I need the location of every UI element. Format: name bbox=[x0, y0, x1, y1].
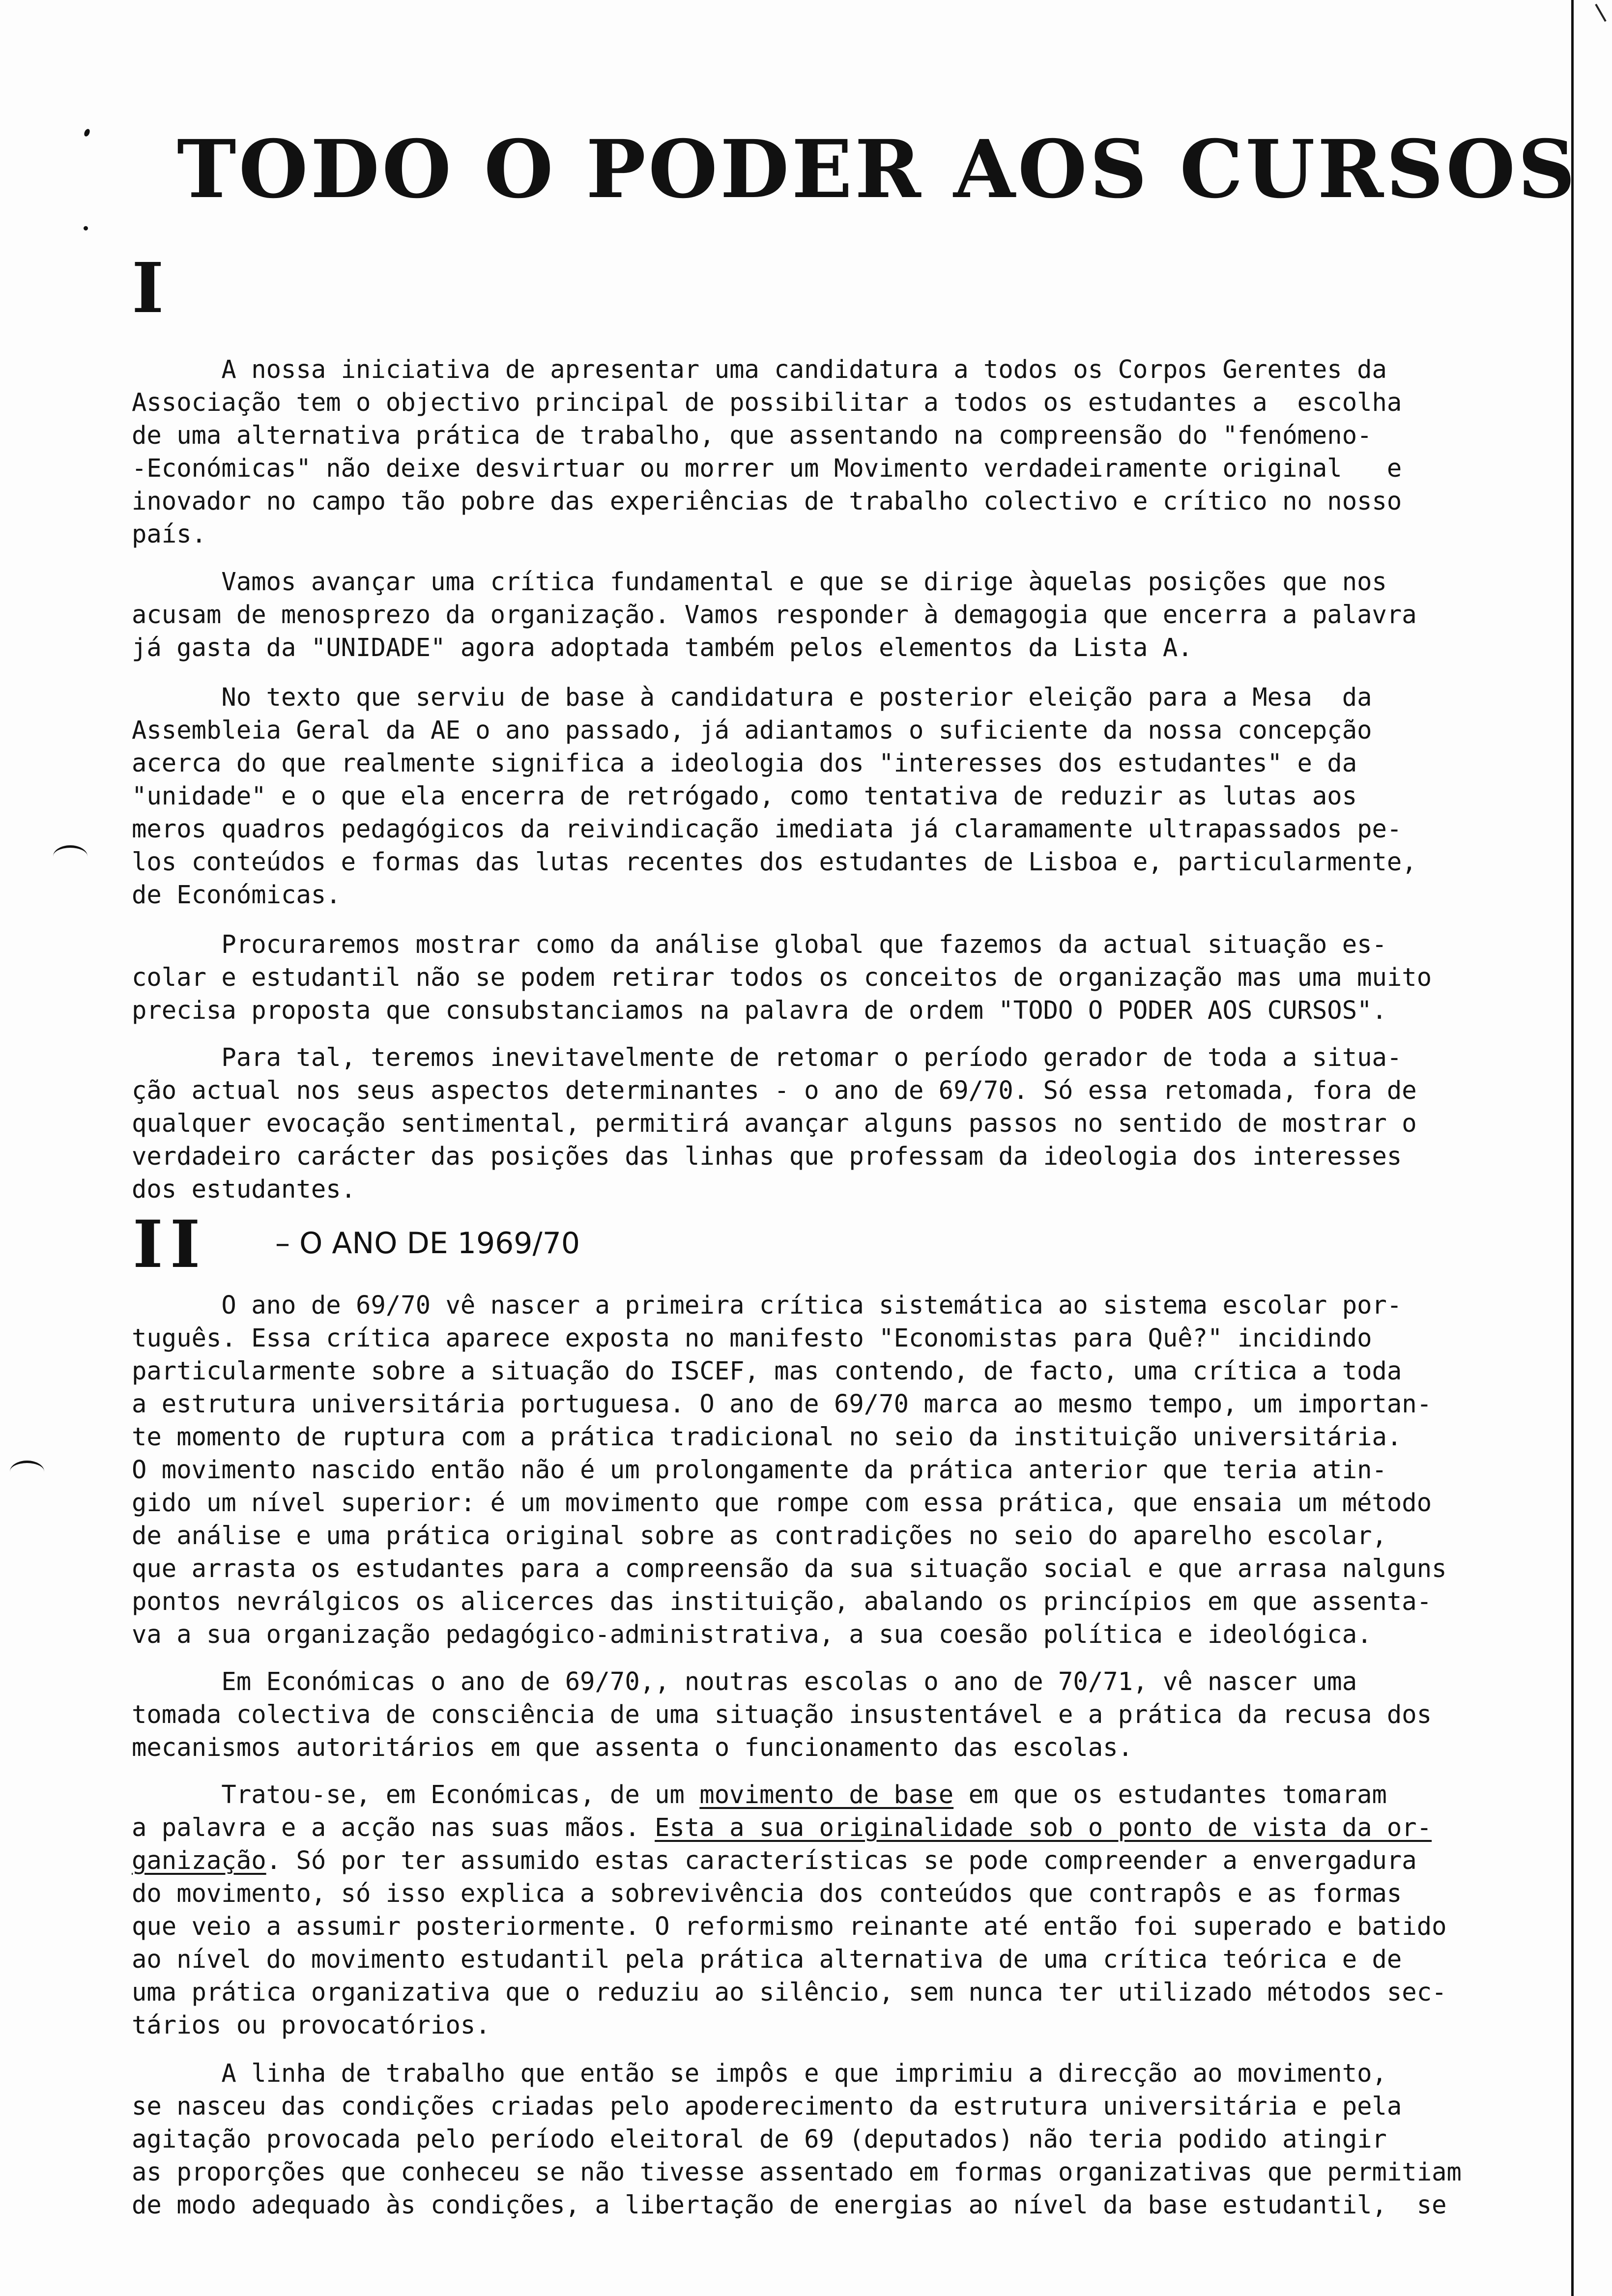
paragraph bbox=[132, 928, 1557, 1027]
text-line: dos estudantes. bbox=[132, 1175, 356, 1204]
text-line: de modo adequado às condições, a libertação de energias ao nível da base estudantil, se bbox=[132, 2190, 1447, 2219]
text-line: A nossa iniciativa de apresentar uma candidatura a todos os Corpos Gerentes da bbox=[132, 355, 1387, 384]
text-run: Tratou-se, em Económicas, de um movimento de base em que os estudantes tomaram bbox=[132, 1780, 1387, 1809]
text-line: precisa proposta que consubstanciamos na palavra de ordem "TODO O PODER AOS CURSOS". bbox=[132, 996, 1387, 1025]
text-line: de Económicas. bbox=[132, 880, 341, 909]
text-line: A linha de trabalho que então se impôs e que imprimiu a direcção ao movimento, bbox=[132, 2059, 1387, 2088]
text-line: meros quadros pedagógicos da reivindicação imediata já claramamente ultrapassados pe- bbox=[132, 814, 1402, 843]
text-line: -Económicas" não deixe desvirtuar ou morrer um Movimento verdadeiramente original e bbox=[132, 454, 1402, 483]
text-line bbox=[132, 1811, 1557, 1844]
text-line: acerca do que realmente significa a ideologia dos "interesses dos estudantes" e da bbox=[132, 748, 1357, 777]
text-line: No texto que serviu de base à candidatura e posterior eleição para a Mesa da bbox=[132, 683, 1372, 712]
text-line: tuguês. Essa crítica aparece exposta no manifesto "Economistas para Quê?" incidindo bbox=[132, 1323, 1372, 1352]
right-margin-rule bbox=[1571, 0, 1574, 2296]
text-line: Procuraremos mostrar como da análise global que fazemos da actual situação es- bbox=[132, 930, 1387, 959]
margin-speck bbox=[83, 128, 91, 138]
text-line: inovador no campo tão pobre das experiências de trabalho colectivo e crítico no nosso bbox=[132, 487, 1402, 516]
section-numeral-2: II bbox=[133, 1206, 207, 1283]
text-line: te momento de ruptura com a prática tradicional no seio da instituição universitária. bbox=[132, 1422, 1402, 1451]
text-line: de análise e uma prática original sobre as contradições no seio do aparelho escolar, bbox=[132, 1521, 1387, 1550]
text-line: se nasceu das condições criadas pelo apoderecimento da estrutura universitária e pela bbox=[132, 2092, 1402, 2121]
paragraph bbox=[132, 2057, 1557, 2221]
paragraph bbox=[132, 1289, 1557, 1651]
text-line: "unidade" e o que ela encerra de retrógado, como tentativa de reduzir as lutas aos bbox=[132, 781, 1357, 810]
text-line: de uma alternativa prática de trabalho, que assentando na compreensão do "fenómeno- bbox=[132, 421, 1372, 450]
text-line: já gasta da "UNIDADE" agora adoptada também pelos elementos da Lista A. bbox=[132, 633, 1193, 662]
text-line: que arrasta os estudantes para a compreensão da sua situação social e que arrasa nalguns bbox=[132, 1554, 1447, 1583]
text-line: Associação tem o objectivo principal de possibilitar a todos os estudantes a escolha bbox=[132, 388, 1402, 417]
text-run: ganização. Só por ter assumido estas características se pode compreender a envergadura bbox=[132, 1846, 1417, 1875]
text-line: tários ou provocatórios. bbox=[132, 2010, 490, 2039]
text-line: uma prática organizativa que o reduziu ao silêncio, sem nunca ter utilizado métodos sec- bbox=[132, 1978, 1447, 2007]
text-line: O movimento nascido então não é um prolongamente da prática anterior que teria atin- bbox=[132, 1455, 1387, 1484]
text-line: Assembleia Geral da AE o ano passado, já adiantamos o suficiente da nossa concepção bbox=[132, 716, 1372, 745]
text-line: acusam de menosprezo da organização. Vamos responder à demagogia que encerra a palavra bbox=[132, 600, 1417, 629]
text-line: pontos nevrálgicos os alicerces das instituição, abalando os princípios em que assenta- bbox=[132, 1587, 1432, 1616]
text-line: ao nível do movimento estudantil pela prática alternativa de uma crítica teórica e de bbox=[132, 1945, 1402, 1974]
paragraph bbox=[132, 353, 1557, 550]
corner-tick-mark bbox=[1595, 4, 1606, 22]
section-heading: – O ANO DE 1969/70 bbox=[275, 1226, 580, 1261]
text-line: do movimento, só isso explica a sobrevivência dos conteúdos que contrapôs e as formas bbox=[132, 1879, 1402, 1908]
text-line bbox=[132, 1778, 1557, 1811]
text-line: a estrutura universitária portuguesa. O ano de 69/70 marca ao mesmo tempo, um importan- bbox=[132, 1389, 1432, 1418]
text-line: gido um nível superior: é um movimento que rompe com essa prática, que ensaia um método bbox=[132, 1488, 1432, 1517]
text-line: que veio a assumir posteriormente. O reformismo reinante até então foi superado e batido bbox=[132, 1912, 1447, 1941]
text-run: a palavra e a acção nas suas mãos. Esta a sua originalidade sob o ponto de vista da or- bbox=[132, 1813, 1432, 1842]
binder-hole-mark bbox=[53, 845, 87, 867]
text-line: agitação provocada pelo período eleitoral de 69 (deputados) não teria podido atingir bbox=[132, 2124, 1387, 2153]
paragraph bbox=[132, 1665, 1557, 1764]
text-line: mecanismos autoritários em que assenta o funcionamento das escolas. bbox=[132, 1733, 1133, 1762]
text-line: colar e estudantil não se podem retirar todos os conceitos de organização mas uma muito bbox=[132, 963, 1432, 992]
binder-hole-mark bbox=[10, 1461, 44, 1483]
underlined-text: movimento de base bbox=[699, 1780, 954, 1809]
text-line: qualquer evocação sentimental, permitirá avançar alguns passos no sentido de mostrar o bbox=[132, 1109, 1417, 1138]
document-title: TODO O PODER AOS CURSOS bbox=[177, 123, 1578, 216]
text-line: país. bbox=[132, 519, 207, 548]
text-line: particularmente sobre a situação do ISCEF, mas contendo, de facto, uma crítica a toda bbox=[132, 1356, 1402, 1385]
text-line: as proporções que conheceu se não tivesse assentado em formas organizativas que permitiam bbox=[132, 2157, 1462, 2186]
text-line: O ano de 69/70 vê nascer a primeira crítica sistemática ao sistema escolar por- bbox=[132, 1291, 1402, 1320]
text-line: Para tal, teremos inevitavelmente de retomar o período gerador de toda a situa- bbox=[132, 1043, 1402, 1072]
section-numeral-1: I bbox=[132, 248, 164, 329]
text-line: verdadeiro carácter das posições das linhas que professam da ideologia dos interesses bbox=[132, 1142, 1402, 1171]
paragraph bbox=[132, 1778, 1557, 2041]
text-line: va a sua organização pedagógico-administrativa, a sua coesão política e ideológica. bbox=[132, 1620, 1372, 1649]
text-line: Em Económicas o ano de 69/70,, noutras escolas o ano de 70/71, vê nascer uma bbox=[132, 1667, 1357, 1696]
paragraph bbox=[132, 681, 1557, 911]
underlined-text: Esta a sua originalidade sob o ponto de vista da or- bbox=[655, 1813, 1432, 1842]
text-line bbox=[132, 1844, 1557, 1877]
text-line: ção actual nos seus aspectos determinantes - o ano de 69/70. Só essa retomada, fora de bbox=[132, 1076, 1417, 1105]
margin-speck bbox=[84, 226, 88, 230]
underlined-text: ganização bbox=[132, 1846, 266, 1875]
text-line: Vamos avançar uma crítica fundamental e que se dirige àquelas posições que nos bbox=[132, 567, 1387, 596]
paragraph bbox=[132, 1041, 1557, 1205]
text-line: tomada colectiva de consciência de uma situação insustentável e a prática da recusa dos bbox=[132, 1700, 1432, 1729]
text-line: los conteúdos e formas das lutas recentes dos estudantes de Lisboa e, particularmente, bbox=[132, 847, 1417, 876]
paragraph bbox=[132, 565, 1557, 664]
